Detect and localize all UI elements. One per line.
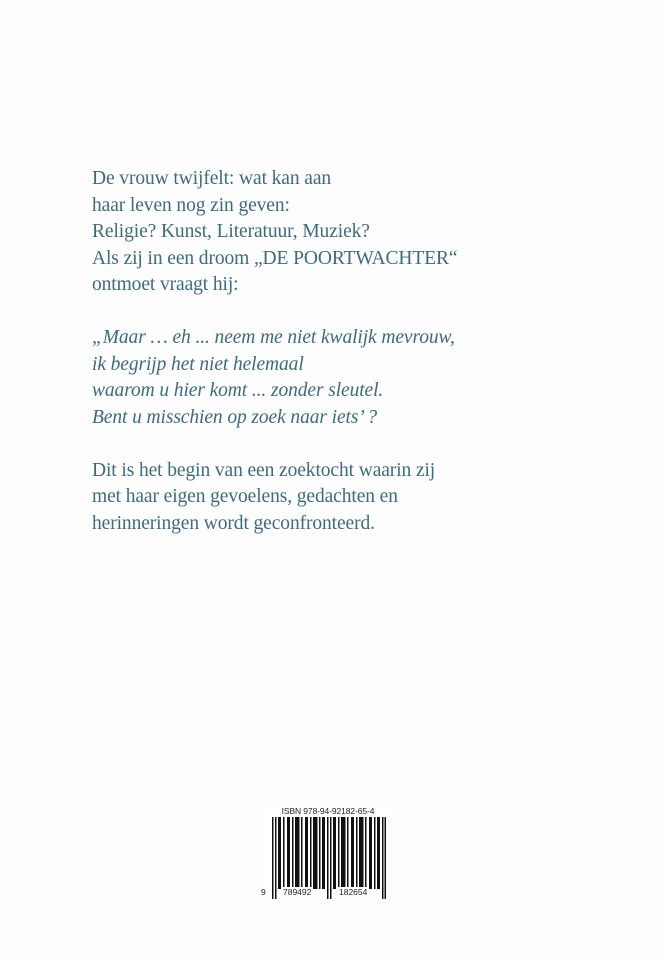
quote-line: waarom u hier komt ... zonder sleutel. [92,380,384,401]
isbn-barcode [261,806,390,900]
quote-paragraph [92,325,457,431]
text-line: Dit is het begin van een zoektocht waarin zij [92,459,436,481]
text-line: met haar eigen gevoelens, gedachten en [92,486,398,507]
barcode-digits-right: 182654 [339,887,368,897]
text-line: herinneringen wordt geconfronteerd. [92,512,375,534]
barcode-digit-lead: 9 [261,887,266,897]
barcode-digits-left: 789492 [283,887,312,897]
intro-paragraph [92,166,457,299]
back-cover-blurb [92,166,457,564]
text-line: De vrouw twijfelt: wat kan aan [92,168,332,189]
quote-line: ik begrijp het niet helemaal [92,353,304,375]
quote-line: „Maar … eh ... neem me niet kwalijk mevrouw, [92,327,455,348]
text-line: haar leven nog zin geven: [92,194,290,216]
closing-paragraph [92,458,457,538]
text-line: ontmoet vraagt hij: [92,274,239,295]
quote-line: Bent u misschien op zoek naar iets’ ? [92,406,377,428]
text-line: Als zij in een droom „DE POORTWACHTER“ [92,247,458,269]
text-line: Religie? Kunst, Literatuur, Muziek? [92,221,370,242]
isbn-label: ISBN 978-94-92182-65-4 [281,806,375,816]
